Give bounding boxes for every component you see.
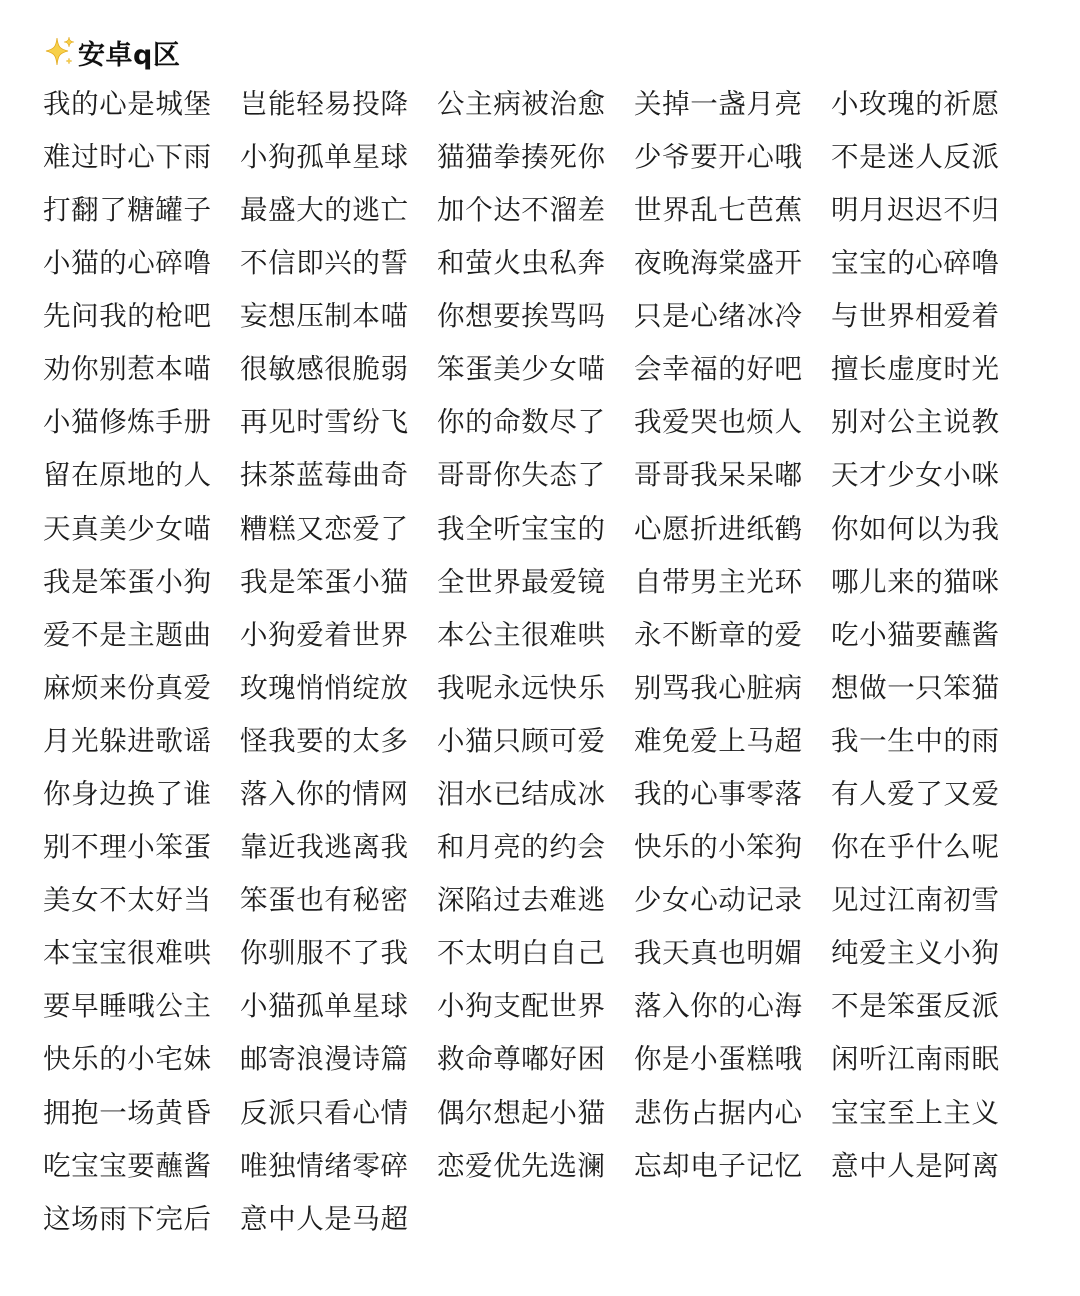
name-item: 小狗孤单星球 — [240, 140, 409, 173]
name-item: 本宝宝很难哄 — [43, 937, 212, 970]
name-item: 我是笨蛋小狗 — [43, 565, 212, 598]
name-item: 意中人是阿离 — [831, 1149, 1000, 1182]
name-item: 公主病被治愈 — [437, 87, 606, 120]
name-item: 见过江南初雪 — [831, 884, 1000, 917]
name-item: 劝你别惹本喵 — [43, 353, 212, 386]
name-item: 月光躲进歌谣 — [43, 724, 212, 757]
name-item: 小猫修炼手册 — [43, 406, 212, 439]
name-item: 我的心事零落 — [634, 778, 803, 811]
name-item: 救命尊嘟好困 — [437, 1043, 606, 1076]
name-item: 抹茶蓝莓曲奇 — [240, 459, 409, 492]
name-item: 少爷要开心哦 — [634, 140, 803, 173]
sparkles-icon — [44, 34, 76, 70]
name-item: 小猫只顾可爱 — [437, 724, 606, 757]
name-item: 自带男主光环 — [634, 565, 803, 598]
section-title: 安卓q区 — [78, 39, 181, 71]
name-item: 很敏感很脆弱 — [240, 353, 409, 386]
name-item: 纯爱主义小狗 — [831, 937, 1000, 970]
name-item: 难免爱上马超 — [634, 724, 803, 757]
name-item: 要早睡哦公主 — [43, 990, 212, 1023]
name-item: 只是心绪冰冷 — [634, 300, 803, 333]
name-item: 深陷过去难逃 — [437, 884, 606, 917]
name-item: 我呢永远快乐 — [437, 671, 606, 704]
name-item: 和月亮的约会 — [437, 831, 606, 864]
name-item: 留在原地的人 — [43, 459, 212, 492]
name-item: 我爱哭也烦人 — [634, 406, 803, 439]
name-item: 小猫的心碎噜 — [43, 247, 212, 280]
name-item: 妄想压制本喵 — [240, 300, 409, 333]
name-item: 靠近我逃离我 — [240, 831, 409, 864]
name-item: 和萤火虫私奔 — [437, 247, 606, 280]
name-item: 我的心是城堡 — [43, 87, 212, 120]
name-item: 再见时雪纷飞 — [240, 406, 409, 439]
name-item: 小狗爱着世界 — [240, 618, 409, 651]
name-item: 糟糕又恋爱了 — [240, 512, 409, 545]
name-grid — [43, 78, 1043, 1246]
name-item: 闲听江南雨眠 — [831, 1043, 1000, 1076]
name-item: 难过时心下雨 — [43, 140, 212, 173]
name-item: 本公主很难哄 — [437, 618, 606, 651]
name-item: 你的命数尽了 — [437, 406, 606, 439]
name-item: 意中人是马超 — [240, 1202, 409, 1235]
name-item: 想做一只笨猫 — [831, 671, 1000, 704]
name-item: 我天真也明媚 — [634, 937, 803, 970]
name-item: 美女不太好当 — [43, 884, 212, 917]
name-item: 世界乱七芭蕉 — [634, 193, 803, 226]
name-item: 恋爱优先选澜 — [437, 1149, 606, 1182]
section-header — [44, 30, 180, 74]
name-item: 泪水已结成冰 — [437, 778, 606, 811]
name-item: 邮寄浪漫诗篇 — [240, 1043, 409, 1076]
name-item: 猫猫拳揍死你 — [437, 140, 606, 173]
name-item: 夜晚海棠盛开 — [634, 247, 803, 280]
name-item: 小猫孤单星球 — [240, 990, 409, 1023]
name-item: 哥哥你失态了 — [437, 459, 606, 492]
name-item: 你在乎什么呢 — [831, 831, 1000, 864]
name-item: 快乐的小笨狗 — [634, 831, 803, 864]
name-item: 擅长虚度时光 — [831, 353, 1000, 386]
name-item: 不信即兴的誓 — [240, 247, 409, 280]
name-item: 拥抱一场黄昏 — [43, 1096, 212, 1129]
name-item: 我是笨蛋小猫 — [240, 565, 409, 598]
name-item: 吃宝宝要蘸酱 — [43, 1149, 212, 1182]
name-item: 我一生中的雨 — [831, 724, 1000, 757]
name-item: 岂能轻易投降 — [240, 87, 409, 120]
name-item: 先问我的枪吧 — [43, 300, 212, 333]
name-item: 心愿折进纸鹤 — [634, 512, 803, 545]
name-item: 宝宝至上主义 — [831, 1096, 1000, 1129]
name-item: 偶尔想起小猫 — [437, 1096, 606, 1129]
name-item: 落入你的情网 — [240, 778, 409, 811]
name-item: 打翻了糖罐子 — [43, 193, 212, 226]
name-item: 你身边换了谁 — [43, 778, 212, 811]
name-item: 你是小蛋糕哦 — [634, 1043, 803, 1076]
name-item: 最盛大的逃亡 — [240, 193, 409, 226]
name-item: 悲伤占据内心 — [634, 1096, 803, 1129]
name-item: 玫瑰悄悄绽放 — [240, 671, 409, 704]
name-item: 别骂我心脏病 — [634, 671, 803, 704]
name-item: 别不理小笨蛋 — [43, 831, 212, 864]
name-item: 笨蛋美少女喵 — [437, 353, 606, 386]
name-item: 关掉一盏月亮 — [634, 87, 803, 120]
name-item: 怪我要的太多 — [240, 724, 409, 757]
name-item: 哥哥我呆呆嘟 — [634, 459, 803, 492]
name-item: 全世界最爱镜 — [437, 565, 606, 598]
name-item: 小玫瑰的祈愿 — [831, 87, 1000, 120]
name-item: 宝宝的心碎噜 — [831, 247, 1000, 280]
name-item: 你如何以为我 — [831, 512, 1000, 545]
name-item: 落入你的心海 — [634, 990, 803, 1023]
name-item: 不是笨蛋反派 — [831, 990, 1000, 1023]
name-item: 别对公主说教 — [831, 406, 1000, 439]
name-item: 天才少女小咪 — [831, 459, 1000, 492]
name-item: 永不断章的爱 — [634, 618, 803, 651]
name-item: 与世界相爱着 — [831, 300, 1000, 333]
name-item: 小狗支配世界 — [437, 990, 606, 1023]
name-item: 唯独情绪零碎 — [240, 1149, 409, 1182]
name-item: 我全听宝宝的 — [437, 512, 606, 545]
name-item: 反派只看心情 — [240, 1096, 409, 1129]
name-item: 麻烦来份真爱 — [43, 671, 212, 704]
name-item: 加个达不溜差 — [437, 193, 606, 226]
name-item: 爱不是主题曲 — [43, 618, 212, 651]
name-item: 笨蛋也有秘密 — [240, 884, 409, 917]
name-item: 少女心动记录 — [634, 884, 803, 917]
name-item: 天真美少女喵 — [43, 512, 212, 545]
name-item: 不是迷人反派 — [831, 140, 1000, 173]
name-item: 哪儿来的猫咪 — [831, 565, 1000, 598]
name-item: 这场雨下完后 — [43, 1202, 212, 1235]
name-item: 明月迟迟不归 — [831, 193, 1000, 226]
name-item: 你想要挨骂吗 — [437, 300, 606, 333]
name-item: 会幸福的好吧 — [634, 353, 803, 386]
name-item: 快乐的小宅妹 — [43, 1043, 212, 1076]
name-item: 忘却电子记忆 — [634, 1149, 803, 1182]
name-item: 不太明白自己 — [437, 937, 606, 970]
name-item: 有人爱了又爱 — [831, 778, 1000, 811]
name-item: 吃小猫要蘸酱 — [831, 618, 1000, 651]
name-item: 你驯服不了我 — [240, 937, 409, 970]
